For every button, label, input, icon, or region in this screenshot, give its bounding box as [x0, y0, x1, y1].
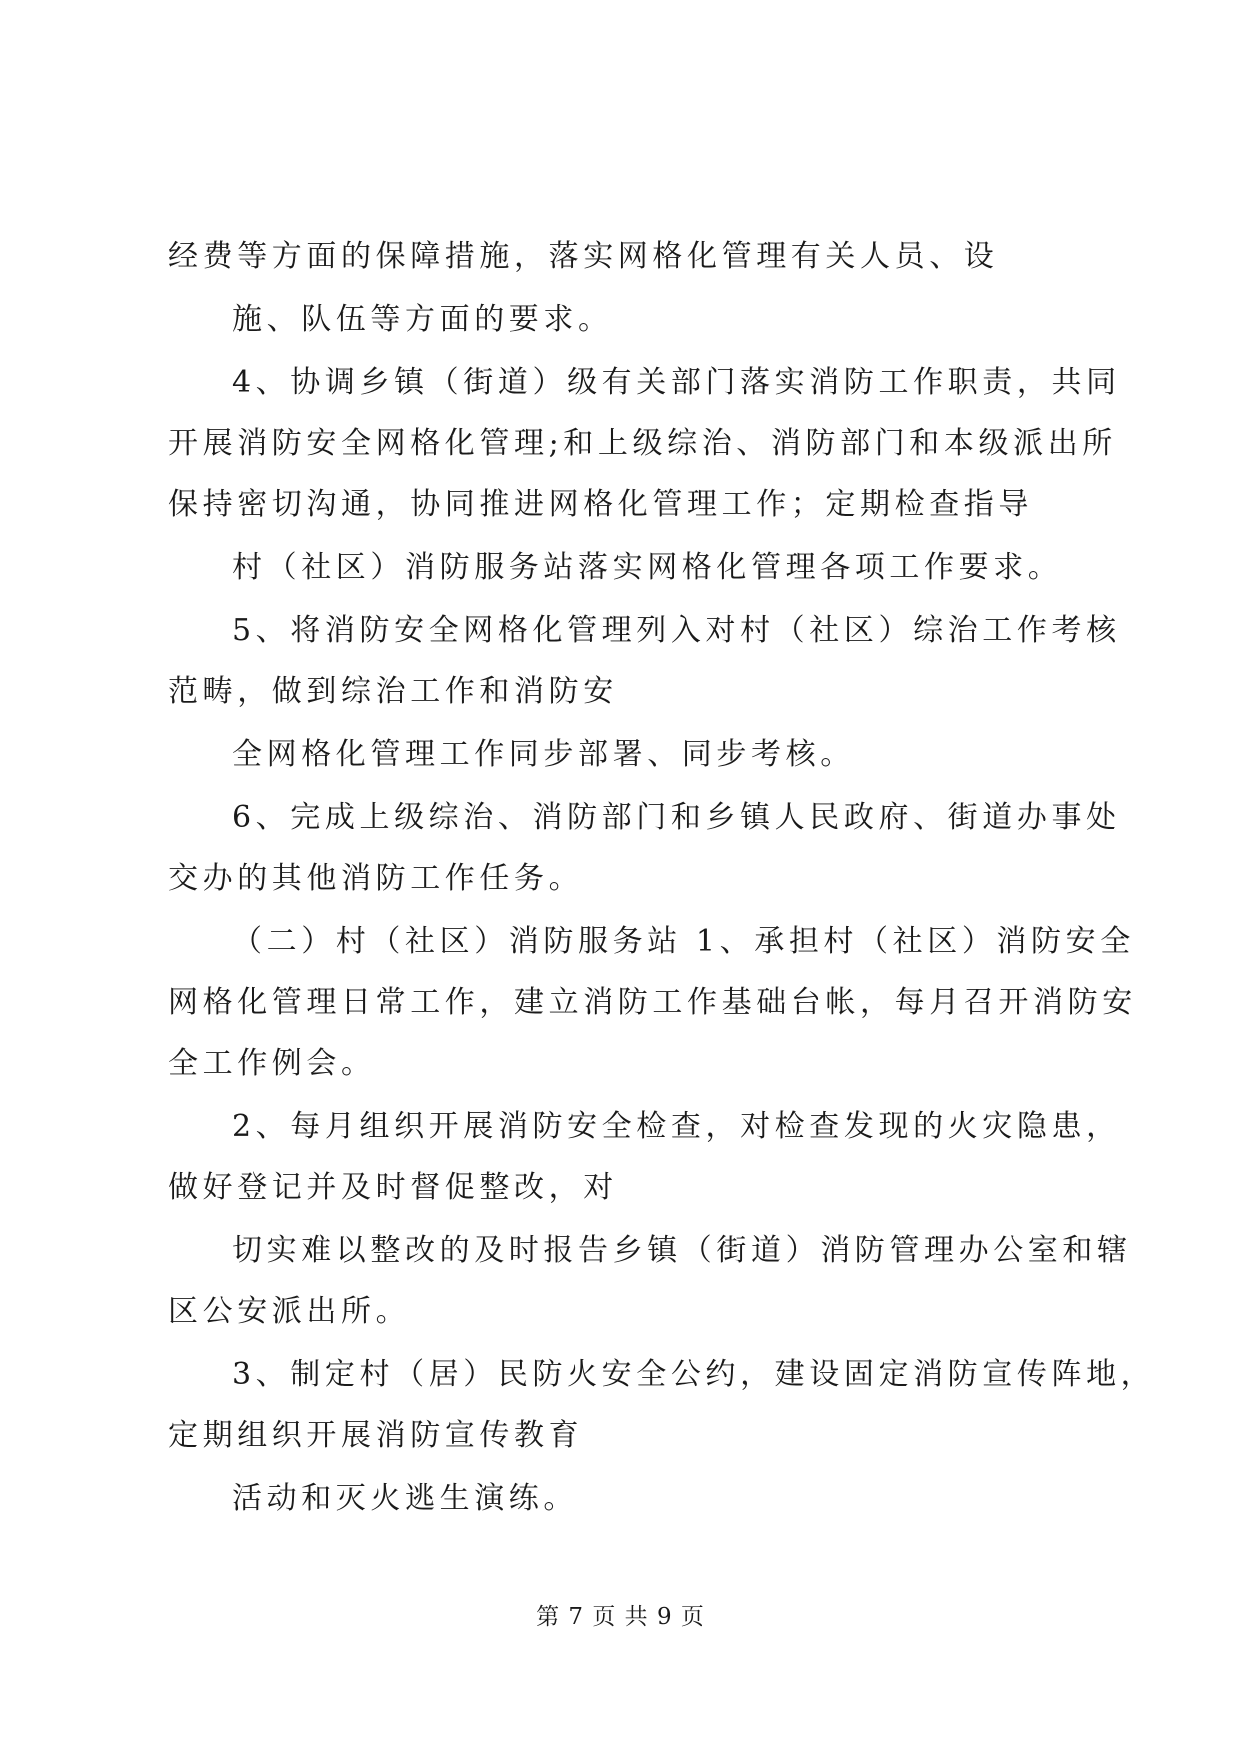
text-line: 村（社区）消防服务站落实网格化管理各项工作要求。 [232, 550, 1063, 585]
text-line: 4、协调乡镇（街道）级有关部门落实消防工作职责，共同 [232, 365, 1121, 400]
text-line: 全工作例会。 [168, 1046, 376, 1081]
page-footer: 第 7 页 共 9 页 [536, 1604, 705, 1630]
text-line: 开展消防安全网格化管理;和上级综治、消防部门和本级派出所 [168, 426, 1117, 461]
text-line: 2、每月组织开展消防安全检查，对检查发现的火灾隐患， [232, 1109, 1121, 1144]
text-line: 3、制定村（居）民防火安全公约，建设固定消防宣传阵地， [232, 1357, 1156, 1392]
text-line: 做好登记并及时督促整改，对 [168, 1170, 618, 1205]
text-line: 定期组织开展消防宣传教育 [168, 1418, 584, 1453]
text-line: 范畴，做到综治工作和消防安 [168, 674, 618, 709]
text-line: 全网格化管理工作同步部署、同步考核。 [232, 737, 855, 772]
text-line: 保持密切沟通，协同推进网格化管理工作；定期检查指导 [168, 487, 1033, 522]
text-line: 活动和灭火逃生演练。 [232, 1481, 578, 1516]
text-line: 施、队伍等方面的要求。 [232, 302, 613, 337]
text-line: 交办的其他消防工作任务。 [168, 861, 584, 896]
text-line: 6、完成上级综治、消防部门和乡镇人民政府、街道办事处 [232, 800, 1121, 835]
text-line: 经费等方面的保障措施，落实网格化管理有关人员、设 [168, 239, 999, 274]
text-line: 网格化管理日常工作，建立消防工作基础台帐，每月召开消防安 [168, 985, 1137, 1020]
text-line: 切实难以整改的及时报告乡镇（街道）消防管理办公室和辖 [232, 1233, 1132, 1268]
text-line: 5、将消防安全网格化管理列入对村（社区）综治工作考核 [232, 613, 1121, 648]
text-line: （二）村（社区）消防服务站 1、承担村（社区）消防安全 [232, 924, 1135, 959]
text-line: 区公安派出所。 [168, 1294, 411, 1329]
